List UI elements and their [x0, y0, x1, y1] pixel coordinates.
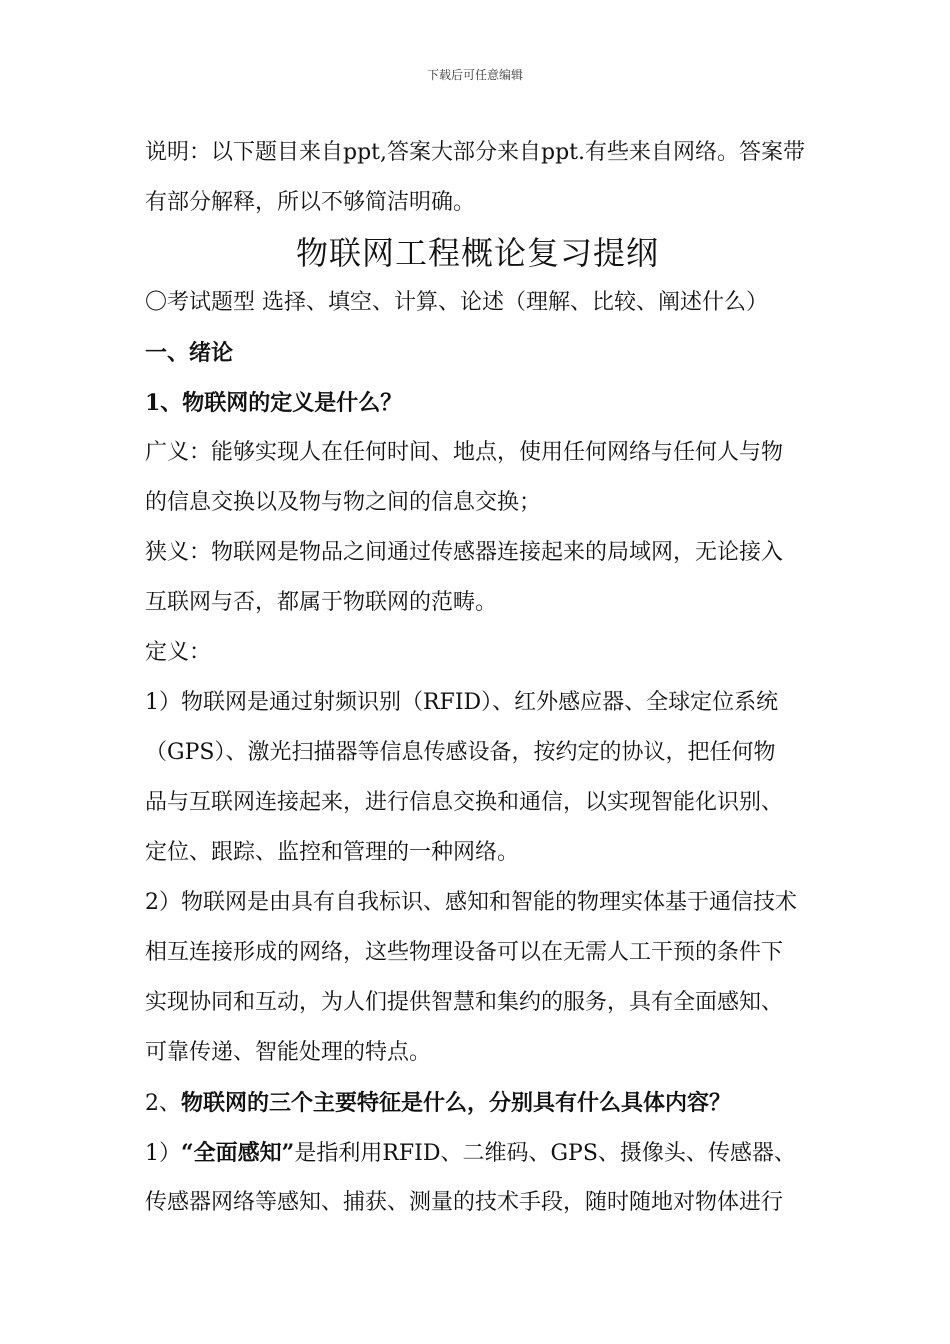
answer-1-text: 是指利用RFID、二维码、GPS、摄像头、传感器、 [294, 1141, 796, 1166]
document-title: 物联网工程概论复习提纲 [295, 234, 659, 272]
question-2 [145, 1078, 810, 1128]
section-heading-introduction: 一、绪论 [145, 340, 234, 366]
definition-1-line-3: 品与互联网连接起来，进行信息交换和通信，以实现智能化识别、 [145, 790, 784, 815]
page-header: 下载后可任意编辑 [426, 68, 523, 82]
broad-definition-line-2: 的信息交换以及物与物之间的信息交换； [145, 490, 542, 515]
broad-definition-line-1: 广义：能够实现人在任何时间、地点，使用任何网络与任何人与物 [145, 440, 784, 465]
question-2-number: 2、 [145, 1091, 181, 1116]
definition-2-line-1: 2）物联网是由具有自我标识、感知和智能的物理实体基于通信技术 [145, 890, 797, 915]
narrow-definition-line-2: 互联网与否，都属于物联网的范畴。 [145, 590, 498, 615]
definition-2-line-4: 可靠传递、智能处理的特点。 [145, 1040, 432, 1065]
definition-1-line-4: 定位、跟踪、监控和管理的一种网络。 [145, 840, 520, 865]
definition-2-line-3: 实现协同和互动，为人们提供智慧和集约的服务，具有全面感知、 [145, 990, 784, 1015]
question-2-text: 物联网的三个主要特征是什么，分别具有什么具体内容？ [181, 1090, 732, 1116]
question-2-answer-1-line-1 [145, 1128, 810, 1178]
answer-1-term: “全面感知” [181, 1140, 295, 1166]
question-2-answer-1-line-2: 传感器网络等感知、捕获、测量的技术手段，随时随地对物体进行 [145, 1190, 784, 1215]
question-1: 1、物联网的定义是什么？ [145, 390, 403, 416]
document-body [145, 128, 810, 1228]
exam-types: 〇考试题型 选择、填空、计算、论述（理解、比较、阐述什么） [145, 290, 768, 315]
definition-2-line-2: 相互连接形成的网络，这些物理设备可以在无需人工干预的条件下 [145, 940, 784, 965]
narrow-definition-line-1: 狭义：物联网是物品之间通过传感器连接起来的局域网，无论接入 [145, 540, 784, 565]
definition-1-line-1: 1）物联网是通过射频识别（RFID）、红外感应器、全球定位系统 [145, 690, 779, 715]
definition-label: 定义： [145, 640, 212, 665]
answer-1-prefix: 1） [145, 1141, 181, 1166]
intro-line-1: 说明：以下题目来自ppt,答案大部分来自ppt.有些来自网络。答案带 [145, 140, 806, 165]
intro-line-2: 有部分解释，所以不够简洁明确。 [145, 190, 476, 215]
definition-1-line-2: （GPS）、激光扫描器等信息传感设备，按约定的协议，把任何物 [145, 740, 776, 765]
